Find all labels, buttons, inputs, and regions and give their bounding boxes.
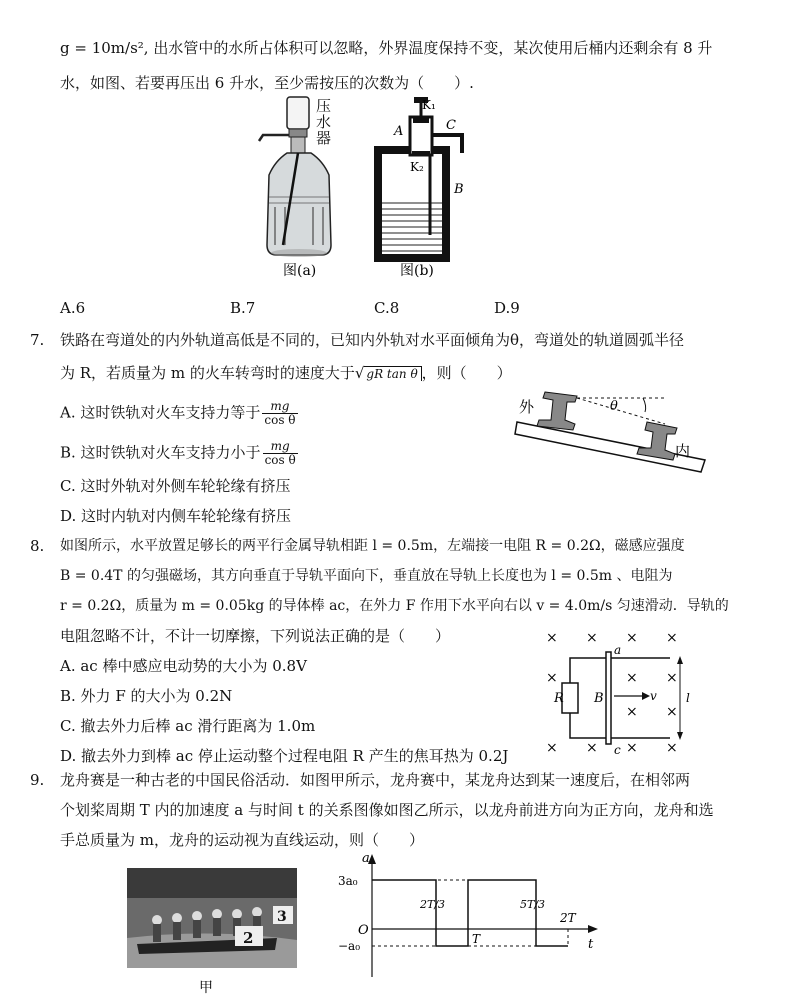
- svg-text:a: a: [362, 851, 370, 866]
- q6-line1: g = 10m/s², 出水管中的水所占体积可以忽略，外界温度保持不变，某次使用后桶内还剩余有 8 升: [60, 39, 713, 57]
- q7-option-b: B. 这时铁轨对火车支持力小于 $\frac{mg}{\text{cos θ}}$: [60, 439, 296, 467]
- q6-option-c: C.8: [374, 299, 400, 317]
- svg-text:t: t: [588, 937, 594, 952]
- svg-text:×: ×: [626, 630, 638, 646]
- q9-number: 9.: [30, 771, 45, 789]
- q8-circuit-figure: [540, 628, 700, 758]
- q8-option-b: B. 外力 F 的大小为 0.2N: [60, 687, 233, 705]
- dragon-boat-photo: [127, 868, 297, 996]
- svg-text:×: ×: [586, 630, 598, 646]
- svg-text:θ: θ: [610, 399, 618, 414]
- q7-option-a: A. 这时铁轨对火车支持力等于 $\frac{mg}{\text{cos θ}}$: [60, 399, 296, 427]
- svg-text:×: ×: [546, 740, 558, 756]
- q9-line3: 手总质量为 m，龙舟的运动视为直线运动，则（ ）: [60, 831, 424, 849]
- q7-option-d: D. 这时内轨对内侧车轮轮缘有挤压: [60, 507, 292, 525]
- svg-text:×: ×: [666, 630, 678, 646]
- svg-text:2: 2: [243, 929, 254, 947]
- q8-option-c: C. 撤去外力后棒 ac 滑行距离为 1.0m: [60, 717, 316, 735]
- svg-text:×: ×: [546, 630, 558, 646]
- q8-number: 8.: [30, 537, 45, 555]
- fraction-mg-cos: $\frac{mg}{\text{cos θ}}$: [264, 439, 296, 467]
- svg-text:c: c: [614, 743, 621, 757]
- svg-text:R: R: [554, 691, 564, 706]
- svg-text:−a₀: −a₀: [338, 939, 361, 953]
- q6-line2: 水，如图、若要再压出 6 升水，至少需按压的次数为（ ）.: [60, 74, 474, 92]
- q8-line2: B = 0.4T 的匀强磁场，其方向垂直于导轨平面向下，垂直放在导轨上长度也为 l = 0.5m 、电阻为: [60, 568, 673, 584]
- q7-option-c: C. 这时外轨对外侧车轮轮缘有挤压: [60, 477, 291, 495]
- svg-text:K₁: K₁: [422, 98, 436, 112]
- svg-text:×: ×: [666, 704, 678, 720]
- svg-text:B: B: [454, 182, 464, 197]
- svg-text:K₂: K₂: [410, 160, 424, 174]
- fig-a-caption: 图(a): [283, 263, 317, 279]
- q9-line2: 个划桨周期 T 内的加速度 a 与时间 t 的关系图像如图乙所示，以龙舟前进方向为正方向，龙舟和选: [60, 801, 714, 819]
- svg-text:3: 3: [277, 909, 287, 925]
- svg-text:A: A: [394, 124, 404, 139]
- q6-option-d: D.9: [494, 299, 520, 317]
- q7-number: 7.: [30, 331, 45, 349]
- svg-text:5T/3: 5T/3: [520, 898, 546, 911]
- q8-option-d: D. 撤去外力到棒 ac 停止运动整个过程电阻 R 产生的焦耳热为 0.2J: [60, 747, 509, 765]
- svg-text:T: T: [472, 932, 481, 946]
- svg-text:v: v: [650, 689, 657, 703]
- fig-a-label: 压水器: [316, 97, 332, 147]
- q8-line1: 如图所示，水平放置足够长的两平行金属导轨相距 l = 0.5m，左端接一电阻 R = 0.2Ω，磁感应强度: [60, 538, 685, 554]
- fraction-mg-cos: $\frac{mg}{\text{cos θ}}$: [264, 399, 296, 427]
- svg-text:a: a: [614, 643, 622, 657]
- sqrt-expression: gR tan θ: [364, 366, 421, 381]
- q6-option-b: B.7: [230, 299, 256, 317]
- svg-text:×: ×: [626, 740, 638, 756]
- svg-text:O: O: [358, 923, 369, 938]
- q8-option-a: A. ac 棒中感应电动势的大小为 0.8V: [60, 657, 307, 675]
- svg-text:×: ×: [626, 704, 638, 720]
- photo-caption: 甲: [199, 980, 213, 996]
- svg-text:×: ×: [546, 670, 558, 686]
- svg-text:2T/3: 2T/3: [420, 898, 446, 911]
- fig-b-caption: 图(b): [400, 263, 434, 279]
- svg-text:×: ×: [626, 670, 638, 686]
- svg-text:2T: 2T: [560, 911, 576, 925]
- q7-line2: 为 R，若质量为 m 的火车转弯时的速度大于√ gR tan θ ，则（ ）: [60, 364, 512, 382]
- q6-option-a: A.6: [60, 299, 86, 317]
- q7-rail-figure: [515, 392, 715, 482]
- svg-text:×: ×: [586, 740, 598, 756]
- q8-line4: 电阻忽略不计，不计一切摩擦，下列说法正确的是（ ）: [60, 627, 451, 645]
- q6-figure-b: [370, 95, 480, 285]
- svg-text:3a₀: 3a₀: [338, 874, 358, 888]
- q9-line1: 龙舟赛是一种古老的中国民俗活动．如图甲所示，龙舟赛中，某龙舟达到某一速度后，在相邻两: [60, 771, 691, 789]
- svg-text:B: B: [594, 691, 604, 706]
- svg-text:×: ×: [666, 670, 678, 686]
- q7-line1: 铁路在弯道处的内外轨道高低是不同的，已知内外轨对水平面倾角为θ，弯道处的轨道圆弧半径: [60, 331, 685, 349]
- svg-text:内: 内: [675, 442, 691, 460]
- acceleration-time-graph: [338, 852, 608, 982]
- q8-line3: r = 0.2Ω，质量为 m = 0.05kg 的导体棒 ac，在外力 F 作用下水平向右以 v = 4.0m/s 匀速滑动．导轨的: [60, 598, 729, 614]
- svg-text:外: 外: [519, 398, 535, 416]
- svg-text:C: C: [446, 118, 456, 133]
- svg-text:×: ×: [666, 740, 678, 756]
- svg-text:l: l: [686, 691, 690, 705]
